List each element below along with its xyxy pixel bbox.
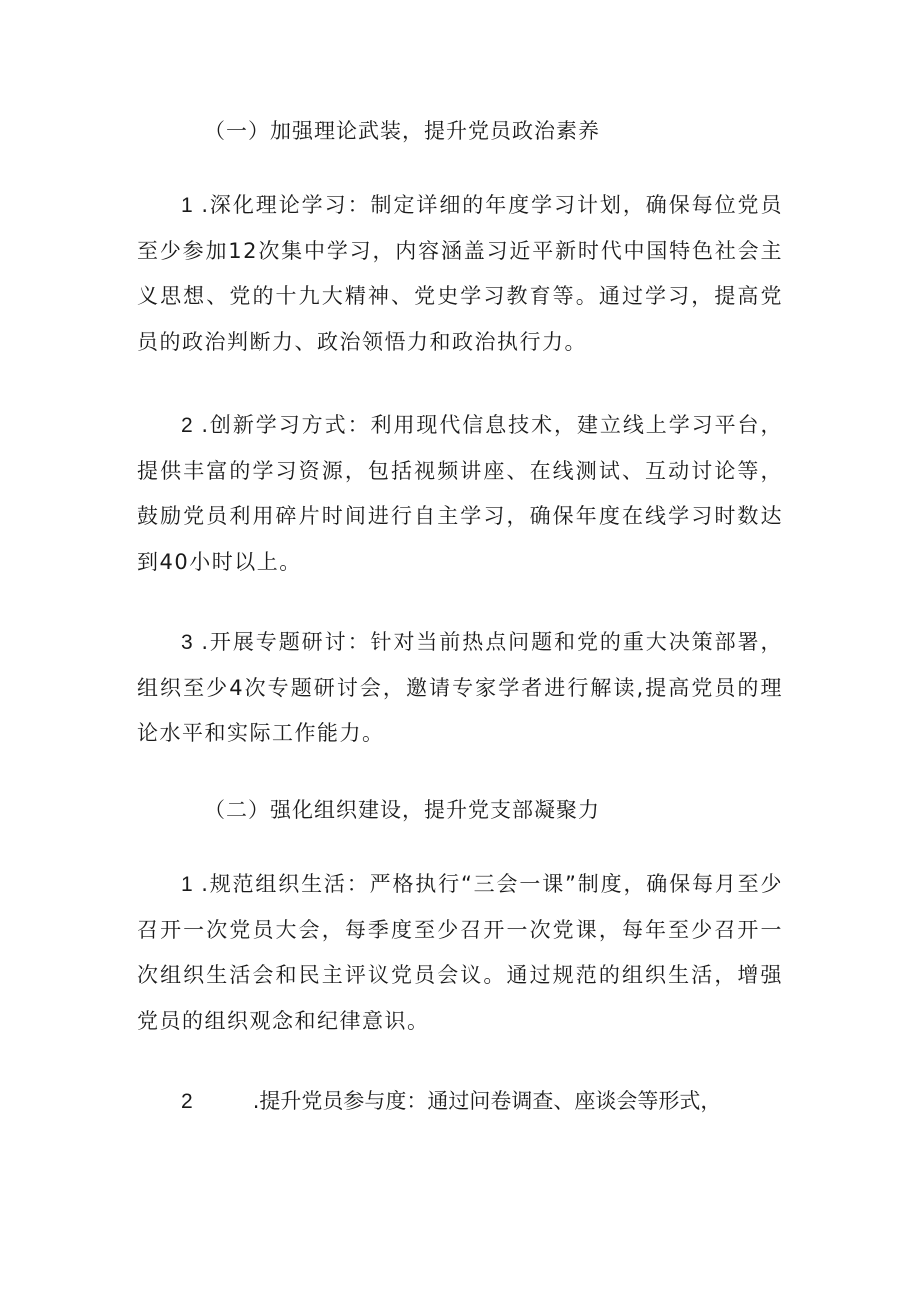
paragraph-1-1: [137, 183, 783, 365]
paragraph-1-3: [137, 620, 783, 757]
paragraph-1-2: [137, 403, 783, 585]
section-heading-1: （一）加强理论武装，提升党员政治素养: [204, 119, 600, 143]
paragraph-2-1: [137, 862, 783, 1044]
item-text: .深化理论学习：制定详细的年度学习计划，确保每位党员至少参加12次集中学习，内容涵盖习近平新时代中国特色社会主义思想、党的十九大精神、党史学习教育等。通过学习，提高党员的政治判断力、政治领悟力和政治执行力。: [137, 193, 783, 354]
paragraph-2-2: [181, 1087, 721, 1116]
item-text: .提升党员参与度：通过问卷调查、座谈会等形式，: [252, 1089, 722, 1113]
section-heading-2: （二）强化组织建设，提升党支部凝聚力: [204, 798, 600, 822]
item-number: 2: [181, 414, 193, 437]
item-number: 1: [181, 194, 193, 217]
item-number: 3: [181, 631, 193, 654]
item-text: .规范组织生活：严格执行“三会一课”制度，确保每月至少召开一次党员大会，每季度至少召开一次党课，每年至少召开一次组织生活会和民主评议党员会议。通过规范的组织生活，增强党员的组织观念和纪律意识。: [137, 872, 783, 1033]
item-number: 1: [181, 873, 193, 896]
item-text: .开展专题研讨：针对当前热点问题和党的重大决策部署，组织至少4次专题研讨会，邀请专家学者进行解读,提高党员的理论水平和实际工作能力。: [137, 630, 783, 745]
item-text: .创新学习方式：利用现代信息技术，建立线上学习平台，提供丰富的学习资源，包括视频讲座、在线测试、互动讨论等，鼓励党员利用碎片时间进行自主学习，确保年度在线学习时数达到40小时以上。: [137, 413, 783, 574]
item-number: 2: [181, 1090, 193, 1113]
